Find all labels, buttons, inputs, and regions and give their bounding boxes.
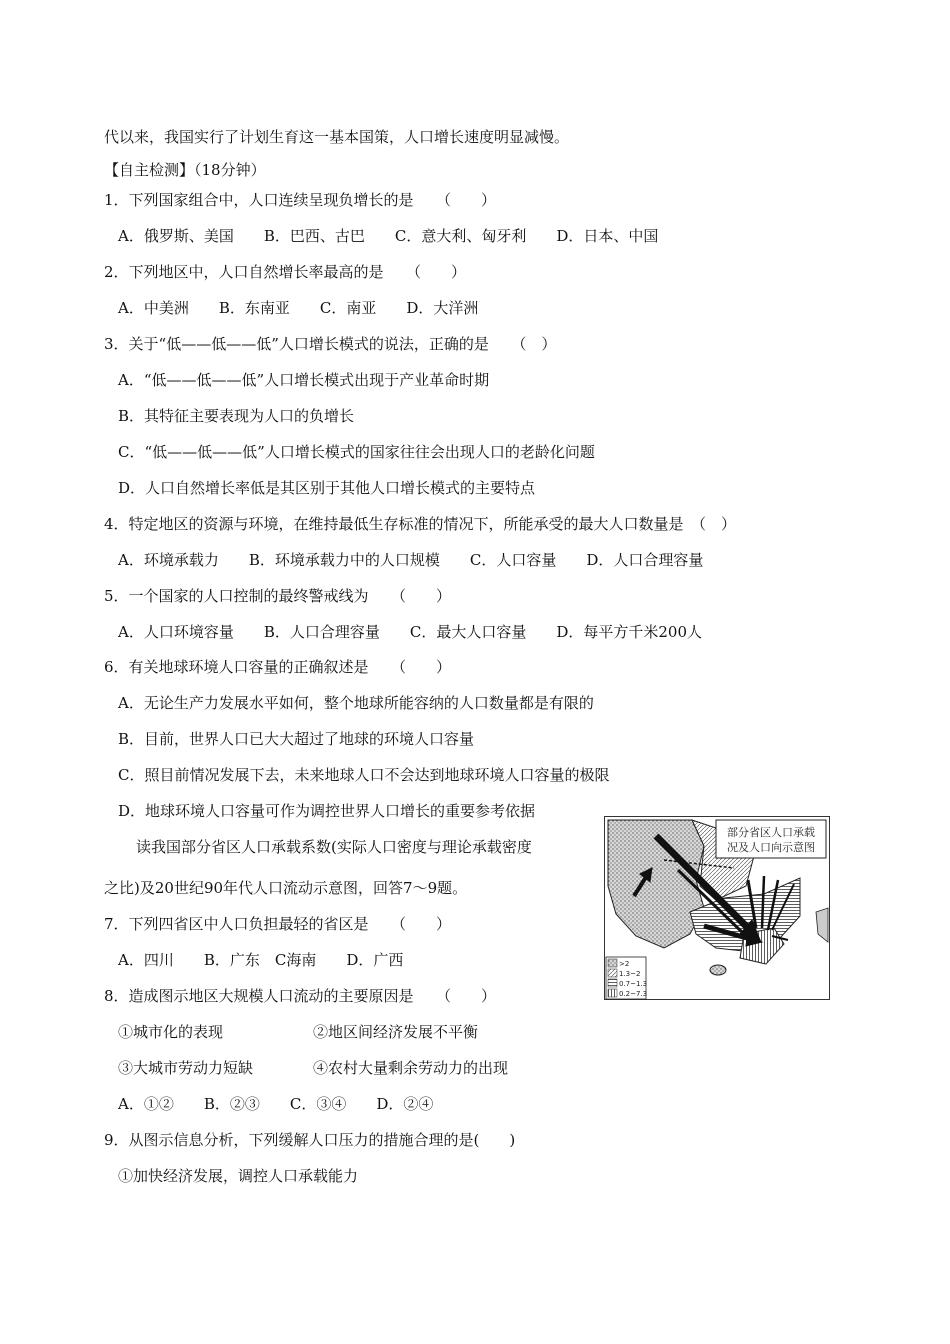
question-8-options: A．①② B．②③ C．③④ D．②④ [118,1095,434,1113]
legend-swatch [608,989,617,997]
question-9-item-1: ①加快经济发展，调控人口承载能力 [118,1167,359,1185]
legend-swatch [608,959,617,967]
question-6-option-c: C．照目前情况发展下去，未来地球人口不会达到地球环境人口容量的极限 [118,766,610,784]
question-2-options: A．中美洲 B．东南亚 C．南亚 D．大洋洲 [118,299,479,317]
legend-label: 0.7~1.3 [619,980,648,988]
legend-label: 0.2~7.3 [619,990,648,998]
reading-prompt-line-1: 读我国部分省区人口承载系数(实际人口密度与理论承载密度 [136,838,532,856]
question-6-option-d: D．地球环境人口容量可作为调控世界人口增长的重要参考依据 [118,802,536,820]
question-4-options: A．环境承载力 B．环境承载力中的人口规模 C．人口容量 D．人口合理容量 [118,551,704,569]
question-8-stem: 8．造成图示地区大规模人口流动的主要原因是 （ ） [104,987,497,1005]
question-3-option-c: C．“低——低——低”人口增长模式的国家往往会出现人口的老龄化问题 [118,443,595,461]
question-1-options: A．俄罗斯、美国 B．巴西、古巴 C．意大利、匈牙利 D．日本、中国 [118,227,659,245]
map-caption-line-2: 况及人口向示意图 [727,841,815,854]
question-6-option-a: A．无论生产力发展水平如何，整个地球所能容纳的人口数量都是有限的 [118,694,594,712]
question-7-stem: 7．下列四省区中人口负担最轻的省区是 （ ） [104,915,452,933]
question-3-stem: 3．关于“低——低——低”人口增长模式的说法，正确的是 （ ） [104,335,557,353]
question-2-stem: 2．下列地区中，人口自然增长率最高的是 （ ） [104,263,467,281]
question-7-options: A．四川 B．广东 C海南 D．广西 [118,951,404,969]
question-5-options: A．人口环境容量 B．人口合理容量 C．最大人口容量 D．每平方千米200人 [118,623,702,641]
question-4-stem: 4．特定地区的资源与环境，在维持最低生存标准的情况下，所能承受的最大人口数量是 （ ） [104,515,737,533]
legend-swatch [608,969,617,977]
question-8-items-row-1: ①城市化的表现 ②地区间经济发展不平衡 [118,1023,479,1041]
map-legend [606,957,647,999]
reading-prompt-line-2: 之比)及20世纪90年代人口流动示意图，回答7～9题。 [104,879,468,897]
legend-swatch [608,979,617,987]
population-migration-map [604,816,830,1000]
question-3-option-d: D．人口自然增长率低是其区别于其他人口增长模式的主要特点 [118,479,536,497]
question-9-stem: 9．从图示信息分析，下列缓解人口压力的措施合理的是( ) [104,1131,516,1149]
question-5-stem: 5．一个国家的人口控制的最终警戒线为 （ ） [104,587,452,605]
legend-label: 1.3~2 [619,970,641,978]
question-3-option-a: A．“低——低——低”人口增长模式出现于产业革命时期 [118,371,490,389]
question-6-stem: 6．有关地球环境人口容量的正确叙述是 （ ） [104,658,452,676]
question-1-stem: 1．下列国家组合中，人口连续呈现负增长的是 （ ） [104,191,497,209]
question-3-option-b: B．其特征主要表现为人口的负增长 [118,407,355,425]
question-6-option-b: B．目前，世界人口已大大超过了地球的环境人口容量 [118,730,475,748]
legend-label: >2 [619,960,630,968]
intro-line: 代以来，我国实行了计划生育这一基本国策，人口增长速度明显减慢。 [104,128,570,146]
question-8-items-row-2: ③大城市劳动力短缺 ④农村大量剩余劳动力的出现 [118,1059,509,1077]
section-title: 【自主检测】（18分钟） [104,161,266,179]
map-caption-line-1: 部分省区人口承载 [727,826,815,839]
island-region [710,965,726,975]
